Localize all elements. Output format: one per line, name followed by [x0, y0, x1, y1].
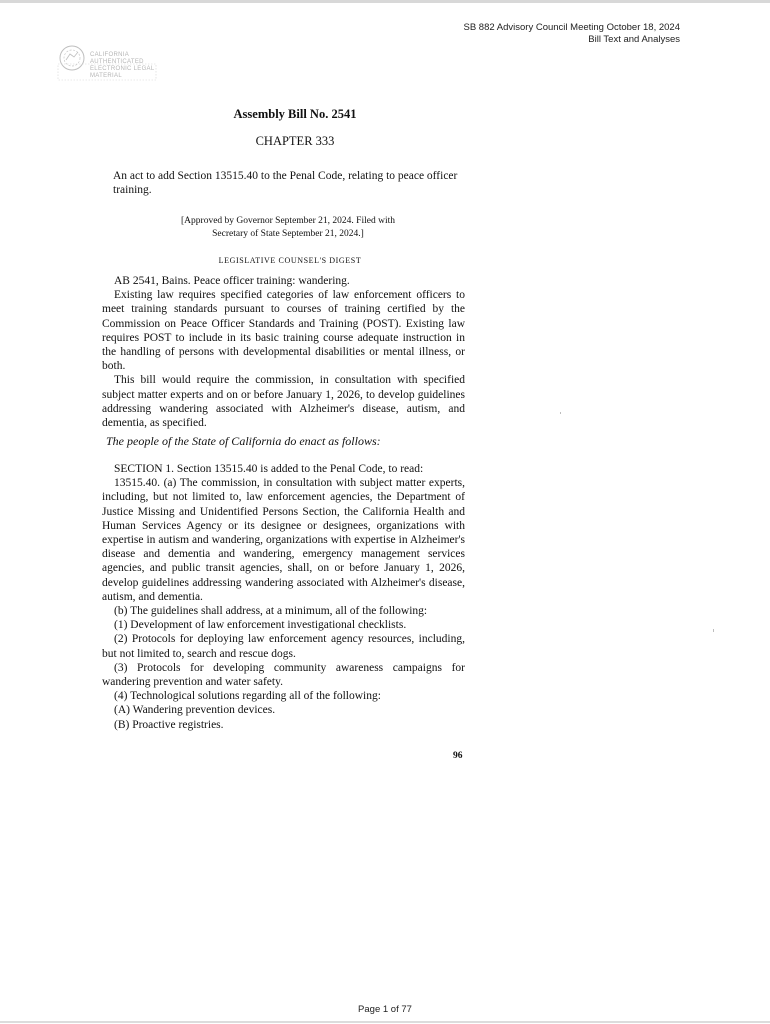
act-description: An act to add Section 13515.40 to the Penal Code, relating to peace officer training.: [113, 170, 458, 196]
scan-speck: [713, 629, 714, 632]
enacting-clause: The people of the State of California do enact as follows:: [106, 434, 381, 448]
list-item: (2) Protocols for deploying law enforcement agency resources, including, but not limited to, search and rescue dogs.: [102, 633, 465, 660]
scan-speck: [560, 412, 561, 414]
list-item: (B) Proactive registries.: [114, 718, 224, 731]
approval-line-1: [Approved by Governor September 21, 2024. Filed with: [181, 216, 395, 226]
meeting-line: SB 882 Advisory Council Meeting October 18, 2024: [463, 22, 680, 33]
legislative-digest: [102, 274, 465, 430]
digest-subject: AB 2541, Bains. Peace officer training: wandering.: [114, 275, 350, 287]
list-item: (A) Wandering prevention devices.: [114, 704, 276, 717]
list-item: (3) Protocols for developing community awareness campaigns for wandering prevention and water safety.: [102, 661, 465, 689]
bill-section-1: [102, 462, 465, 732]
digest-existing-law: Existing law requires specified categories of law enforcement officers to meet training standards pursuant to courses of training certified by the Commission on Peace Officer Standards and Training (POST). Existing law requires POST to include in its basic training course adequate instruction in the handling of persons with developmental disabilities or mental illness, or both.: [102, 289, 465, 373]
scan-bottom-edge: [0, 1021, 770, 1023]
seal-text: CALIFORNIA AUTHENTICATED ELECTRONIC LEGAL MATERIAL: [90, 52, 155, 79]
digest-heading: LEGISLATIVE COUNSEL'S DIGEST: [218, 256, 362, 265]
bill-title: Assembly Bill No. 2541: [233, 107, 357, 121]
subsection-b: (b) The guidelines shall address, at a minimum, all of the following:: [114, 605, 428, 618]
print-page-marker: 96: [453, 751, 463, 761]
digest-this-bill: This bill would require the commission, in consultation with specified subject matter experts and on or before January 1, 2026, to develop guidelines addressing wandering associated with Alzheimer's disease, autism, and dementia, as specified.: [102, 374, 465, 430]
section-intro: SECTION 1. Section 13515.40 is added to the Penal Code, to read:: [114, 463, 424, 475]
document-header: [463, 22, 680, 46]
page-footer: Page 1 of 77: [358, 1004, 412, 1015]
chapter-number: CHAPTER 333: [255, 134, 335, 148]
scan-top-edge: [0, 0, 770, 3]
approval-line-2: Secretary of State September 21, 2024.]: [212, 229, 364, 239]
approval-note: [150, 215, 426, 241]
section-line: Bill Text and Analyses: [588, 34, 680, 45]
subsection-a: 13515.40. (a) The commission, in consultation with subject matter experts, including, but not limited to, law enforcement agencies, the Department of Justice Missing and Unidentified Persons Section, the California Health and Human Services Agency or its designee or designees, organizations with expertise in autism and wandering, organizations with expertise in Alzheimer's disease and dementia and wandering, emergency management services agencies, and public transit agencies, shall, on or before January 1, 2026, develop guidelines addressing wandering associated with Alzheimer's disease, autism, and dementia.: [102, 477, 465, 603]
list-item: (1) Development of law enforcement investigational checklists.: [114, 619, 407, 632]
authentication-seal: [56, 40, 160, 82]
list-item: (4) Technological solutions regarding all of the following:: [114, 690, 381, 703]
